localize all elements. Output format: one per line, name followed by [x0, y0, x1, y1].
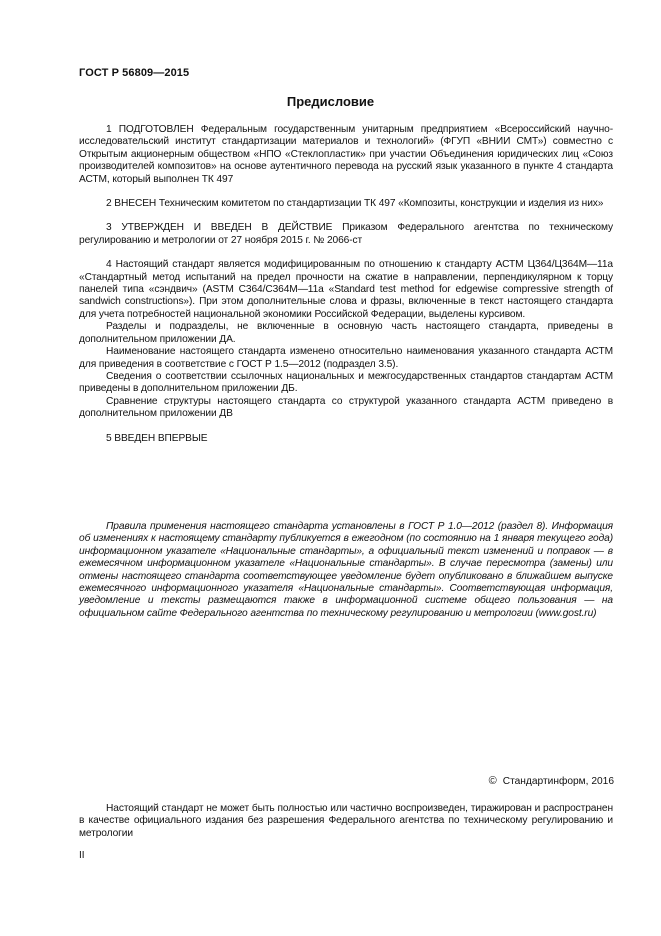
paragraph-approved: 3 УТВЕРЖДЕН И ВВЕДЕН В ДЕЙСТВИЕ Приказом Федерального агентства по техническому регулированию и метрологии от 27 ноября 2015 г. № 2066-ст	[79, 222, 613, 246]
paragraph-sections: Разделы и подразделы, не включенные в основную часть настоящего стандарта, приведены в дополнительном приложении ДА.	[79, 321, 613, 345]
copyright-text: Стандартинформ, 2016	[502, 775, 614, 787]
paragraph-references: Сведения о соответствии ссылочных национальных и межгосударственных стандартов стандартам АСТМ приведены в дополнительном приложении ДБ.	[79, 370, 613, 395]
copyright-icon: ©	[488, 775, 497, 787]
copyright	[489, 775, 614, 787]
legal-notice: Настоящий стандарт не может быть полностью или частично воспроизведен, тиражирован и распространен в качестве официального издания без разрешения Федерального агентства по техническому регулированию и метрологии	[79, 803, 613, 839]
paragraph-prepared: 1 ПОДГОТОВЛЕН Федеральным государственным унитарным предприятием «Всероссийский научно-исследовательский институт стандартизации материалов и технологий» (ФГУП «ВНИИ СМТ») совместно с Открытым акционерным обществом «НПО «Стеклопластик» при участии Объединения юридических лиц «Союз производителей композитов» на основе аутентичного перевода на русский язык указанного в пункте 4 стандарта АСТМ, который выполнен ТК 497	[79, 124, 613, 185]
paragraph-name-change: Наименование настоящего стандарта изменено относительно наименования указанного стандарта АСТМ для приведения в соответствие с ГОСТ Р 1.5—2012 (подраздел 3.5).	[79, 346, 613, 370]
paragraph-submitted: 2 ВНЕСЕН Техническим комитетом по стандартизации ТК 497 «Композиты, конструкции и изделия из них»	[106, 198, 604, 210]
paragraph-introduced: 5 ВВЕДЕН ВПЕРВЫЕ	[106, 432, 208, 444]
page-number: II	[79, 850, 85, 861]
paragraph-modified: 4 Настоящий стандарт является модифицированным по отношению к стандарту АСТМ Ц364/Ц364М—11а «Стандартный метод испытаний на предел прочности на сжатие в направлении, перпендикулярном к торцу панелей типа «сэндвич» (ASTM C364/C364M—11a «Standard test method for edgewise compressive strength of sandwich constructions»). При этом дополнительные слова и фразы, включенные в текст настоящего стандарта для учета потребностей национальной экономики Российской Федерации, выделены курсивом.	[79, 259, 613, 320]
page-title: Предисловие	[286, 94, 375, 109]
preface-body	[79, 124, 613, 445]
rules-notice: Правила применения настоящего стандарта установлены в ГОСТ Р 1.0—2012 (раздел 8). Информация об изменениях к настоящему стандарту публикуется в ежегодном (по состоянию на 1 января текущего года) информационном указателе «Национальные стандарты», а официальный текст изменений и поправок — в ежемесячном информационном указателе «Национальные стандарты». В случае пересмотра (замены) или отмены настоящего стандарта соответствующее уведомление будет опубликовано в ближайшем выпуске ежемесячного информационного указателя «Национальные стандарты». Соответствующая информация, уведомление и тексты размещаются также в информационной системе общего пользования — на официальном сайте Федерального агентства по техническому регулированию и метрологии (www.gost.ru)	[79, 521, 613, 619]
paragraph-structure: Сравнение структуры настоящего стандарта со структурой указанного стандарта АСТМ приведено в дополнительном приложении ДВ	[79, 395, 613, 420]
document-code: ГОСТ Р 56809—2015	[79, 67, 190, 79]
